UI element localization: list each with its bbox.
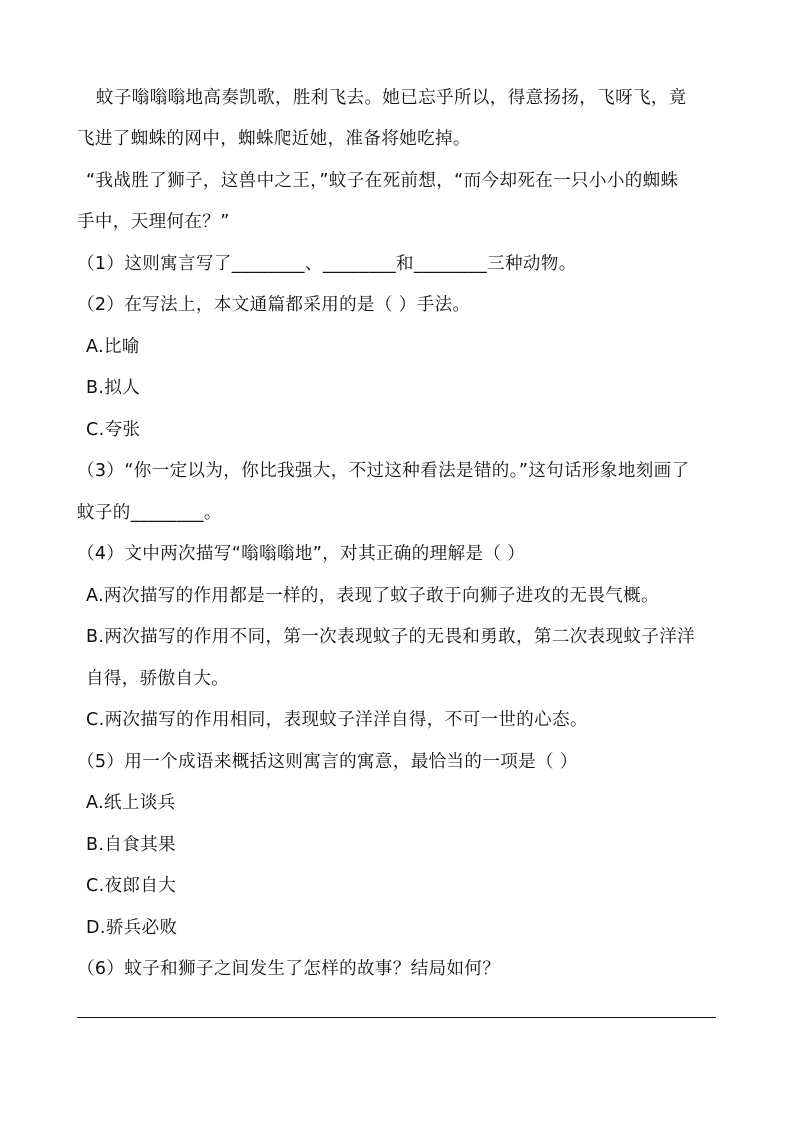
passage-line-3: “我战胜了狮子，这兽中之王，”蚊子在死前想，“而今却死在一只小小的蜘蛛 xyxy=(86,171,679,191)
question-2-option-a: A.比喻 xyxy=(86,337,140,357)
passage-line-2: 飞进了蜘蛛的网中，蜘蛛爬近她，准备将她吃掉。 xyxy=(77,129,471,149)
question-5-option-b: B.自食其果 xyxy=(86,835,176,855)
question-4-option-b-line-2: 自得，骄傲自大。 xyxy=(86,669,230,689)
question-6: （6）蚊子和狮子之间发生了怎样的故事？结局如何？ xyxy=(77,959,501,979)
passage-line-1: 蚊子嗡嗡嗡地高奏凯歌，胜利飞去。她已忘乎所以，得意扬扬，飞呀飞，竟 xyxy=(96,88,687,108)
question-2-option-b: B.拟人 xyxy=(86,378,141,398)
question-2: （2）在写法上，本文通篇都采用的是（ ）手法。 xyxy=(77,295,471,315)
question-4-option-b-line-1: B.两次描写的作用不同，第一次表现蚊子的无畏和勇敢，第二次表现蚊子洋洋 xyxy=(86,627,696,647)
question-3-line-2: 蚊子的________。 xyxy=(77,503,222,523)
question-3-line-1: （3）“你一定以为，你比我强大，不过这种看法是错的。”这句话形象地刻画了 xyxy=(77,461,690,481)
answer-line xyxy=(77,1017,716,1018)
question-4-option-c: C.两次描写的作用相同，表现蚊子洋洋自得，不可一世的心态。 xyxy=(86,710,588,730)
question-5: （5）用一个成语来概括这则寓言的寓意，最恰当的一项是（ ） xyxy=(77,752,578,772)
question-2-option-c: C.夸张 xyxy=(86,420,141,440)
question-5-option-a: A.纸上谈兵 xyxy=(86,793,176,813)
question-5-option-c: C.夜郎自大 xyxy=(86,876,177,896)
question-5-option-d: D.骄兵必败 xyxy=(86,918,178,938)
question-1: （1）这则寓言写了________、________和________三种动物。 xyxy=(77,254,577,274)
question-4: （4）文中两次描写“嗡嗡嗡地”，对其正确的理解是（ ） xyxy=(77,544,526,564)
question-4-option-a: A.两次描写的作用都是一样的，表现了蚊子敢于向狮子进攻的无畏气概。 xyxy=(86,586,659,606)
passage-line-4: 手中，天理何在？” xyxy=(77,212,230,232)
